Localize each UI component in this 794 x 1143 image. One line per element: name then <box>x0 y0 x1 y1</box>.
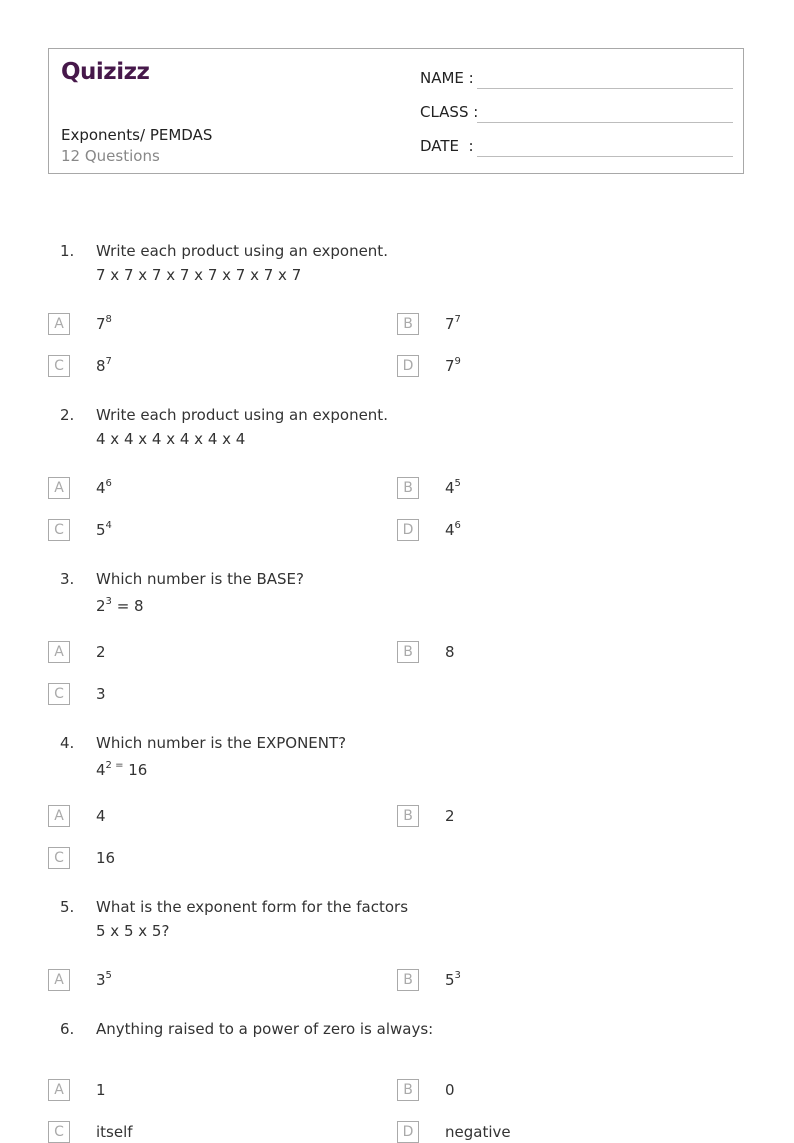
option-letter-box[interactable]: D <box>397 519 419 541</box>
option-text[interactable] <box>96 685 106 703</box>
exponent-superscript: 3 <box>105 596 112 607</box>
question-line <box>96 919 408 943</box>
question-number: 6. <box>60 1020 75 1038</box>
option-base: 8 <box>445 643 455 661</box>
option-text[interactable] <box>445 479 461 497</box>
option-base: 8 <box>96 357 106 375</box>
option-exponent: 6 <box>454 520 461 531</box>
option-text[interactable] <box>445 971 461 989</box>
option-base: 2 <box>96 643 106 661</box>
question-count: 12 Questions <box>61 147 160 165</box>
option-exponent: 5 <box>454 478 461 489</box>
option-text[interactable] <box>96 357 112 375</box>
option-text[interactable] <box>445 1123 511 1141</box>
option-text[interactable] <box>445 521 461 539</box>
date-field[interactable] <box>420 137 740 159</box>
question-number: 2. <box>60 406 75 424</box>
option-base: 4 <box>96 479 106 497</box>
question-line <box>96 263 388 287</box>
exponent-superscript: 2 = <box>105 760 124 771</box>
question-line <box>96 403 388 427</box>
question-line-text: 7 x 7 x 7 x 7 x 7 x 7 x 7 x 7 <box>96 266 302 284</box>
option-letter-box[interactable]: C <box>48 683 70 705</box>
option-letter-box[interactable]: B <box>397 969 419 991</box>
option-letter-box[interactable]: B <box>397 1079 419 1101</box>
option-base: 4 <box>445 521 455 539</box>
class-label: CLASS : <box>420 103 479 121</box>
option-base: 0 <box>445 1081 455 1099</box>
option-base: 2 <box>445 807 455 825</box>
option-letter-box[interactable]: C <box>48 1121 70 1143</box>
option-base: 4 <box>445 479 455 497</box>
option-exponent: 9 <box>454 356 461 367</box>
option-text[interactable] <box>96 521 112 539</box>
name-line[interactable] <box>477 88 733 89</box>
question-text <box>96 239 388 287</box>
option-exponent: 4 <box>105 520 112 531</box>
option-letter-box[interactable]: A <box>48 969 70 991</box>
option-base: 16 <box>96 849 116 867</box>
class-line[interactable] <box>477 122 733 123</box>
question-line-text: 4 <box>96 761 106 779</box>
option-text[interactable] <box>96 807 106 825</box>
question-line-text: What is the exponent form for the factors <box>96 898 409 916</box>
option-base: negative <box>445 1123 511 1141</box>
option-base: 7 <box>445 357 455 375</box>
option-letter-box[interactable]: D <box>397 1121 419 1143</box>
question-line-text: Anything raised to a power of zero is always: <box>96 1020 434 1038</box>
option-base: 5 <box>445 971 455 989</box>
option-letter-box[interactable]: B <box>397 477 419 499</box>
question-text <box>96 403 388 451</box>
option-exponent: 8 <box>105 314 112 325</box>
option-exponent: 6 <box>105 478 112 489</box>
option-base: itself <box>96 1123 133 1141</box>
option-letter-box[interactable]: A <box>48 641 70 663</box>
option-text[interactable] <box>445 357 461 375</box>
option-text[interactable] <box>96 315 112 333</box>
option-base: 5 <box>96 521 106 539</box>
option-text[interactable] <box>445 1081 455 1099</box>
option-letter-box[interactable]: B <box>397 313 419 335</box>
question-number: 3. <box>60 570 75 588</box>
option-exponent: 3 <box>454 970 461 981</box>
option-exponent: 7 <box>454 314 461 325</box>
question-line-text: Which number is the EXPONENT? <box>96 734 347 752</box>
option-letter-box[interactable]: C <box>48 519 70 541</box>
option-text[interactable] <box>96 643 106 661</box>
question-number: 4. <box>60 734 75 752</box>
option-text[interactable] <box>96 1123 133 1141</box>
question-line <box>96 239 388 263</box>
question-line <box>96 591 304 618</box>
question-line-text: = 8 <box>111 597 144 615</box>
date-line[interactable] <box>477 156 733 157</box>
option-base: 7 <box>445 315 455 333</box>
option-text[interactable] <box>445 643 455 661</box>
question-line <box>96 1017 433 1041</box>
option-letter-box[interactable]: C <box>48 847 70 869</box>
question-text <box>96 731 346 782</box>
worksheet-title: Exponents/ PEMDAS <box>61 126 213 144</box>
option-letter-box[interactable]: A <box>48 1079 70 1101</box>
quizizz-logo: Quizizz <box>61 59 150 85</box>
question-line-text: 4 x 4 x 4 x 4 x 4 x 4 <box>96 430 246 448</box>
question-text <box>96 1017 433 1041</box>
question-line <box>96 427 388 451</box>
question-text <box>96 895 408 943</box>
option-exponent: 7 <box>105 356 112 367</box>
question-number: 5. <box>60 898 75 916</box>
option-letter-box[interactable]: B <box>397 805 419 827</box>
option-base: 3 <box>96 685 106 703</box>
option-letter-box[interactable]: A <box>48 477 70 499</box>
name-field[interactable] <box>420 69 740 91</box>
question-line <box>96 731 346 755</box>
question-text <box>96 567 304 618</box>
question-line-text: Write each product using an exponent. <box>96 242 388 260</box>
option-text[interactable] <box>445 807 455 825</box>
option-base: 7 <box>96 315 106 333</box>
option-letter-box[interactable]: B <box>397 641 419 663</box>
option-text[interactable] <box>96 971 112 989</box>
option-text[interactable] <box>96 1081 106 1099</box>
question-line <box>96 755 346 782</box>
name-label: NAME : <box>420 69 474 87</box>
class-field[interactable] <box>420 103 740 125</box>
option-letter-box[interactable]: D <box>397 355 419 377</box>
question-line-text: 5 x 5 x 5? <box>96 922 170 940</box>
option-base: 3 <box>96 971 106 989</box>
option-text[interactable] <box>96 479 112 497</box>
option-text[interactable] <box>96 849 115 867</box>
worksheet-header <box>48 48 744 174</box>
question-line <box>96 895 408 919</box>
question-line-text: Write each product using an exponent. <box>96 406 388 424</box>
question-number: 1. <box>60 242 75 260</box>
option-letter-box[interactable]: A <box>48 313 70 335</box>
option-base: 1 <box>96 1081 106 1099</box>
option-letter-box[interactable]: C <box>48 355 70 377</box>
option-text[interactable] <box>445 315 461 333</box>
question-line-text: 16 <box>123 761 148 779</box>
question-line <box>96 567 304 591</box>
option-base: 4 <box>96 807 106 825</box>
date-label: DATE : <box>420 137 474 155</box>
option-letter-box[interactable]: A <box>48 805 70 827</box>
option-exponent: 5 <box>105 970 112 981</box>
question-line-text: Which number is the BASE? <box>96 570 304 588</box>
question-line-text: 2 <box>96 597 106 615</box>
